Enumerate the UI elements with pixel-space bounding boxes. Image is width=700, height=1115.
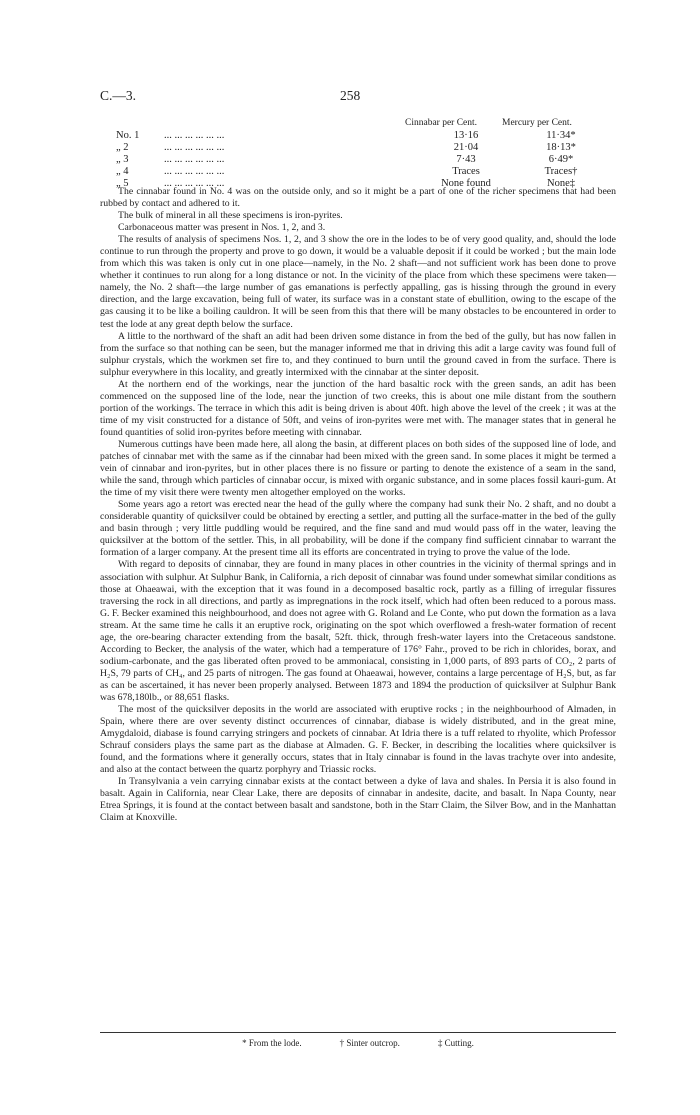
paragraph: Some years ago a retort was erected near the head of the gully where the company had sunk their No. 2 shaft, and no doubt a considerable quantity of quicksilver could be obtained by erecting a settler, and putting all the surface-matter in the bed of the gully and basin through ; very little puddling would be required, and the fine sand and mud would pass off in the water, leaving the quicksilver at the bottom of the settler. This, in all probability, will be done if the company find sufficient cinnabar to warrant the formation of a larger company. At the present time all its efforts are concentrated in trying to prove the value of the lode. [100,499,616,559]
leader-dots: ... ... ... ... ... ... [164,178,225,189]
mercury-value: Traces† [544,166,578,177]
sample-number: „ 4 [116,166,129,177]
column-header-cinnabar: Cinnabar per Cent. [405,118,478,128]
leader-dots: ... ... ... ... ... ... [164,142,225,153]
cinnabar-value: 13·16 [453,130,479,141]
paragraph: With regard to deposits of cinnabar, they are found in many places in other countries in the vicinity of thermal springs and in association with sulphur. At Sulphur Bank, in California, a rich deposit of cinnabar was found under somewhat similar conditions as those at Ohaeawai, with the exception that it was found in a decomposed basaltic rock, partly as a filling of irregular fissures traversing the rock in all directions, and partly as impregnations in the rock itself, which had often been reduced to a porous mass. G. F. Becker examined this neighbourhood, and does not agree with G. Roland and Le Conte, who put down the formation as a lava stream. At the same time he calls it an eruptive rock, originating on the spot which overflowed a fresh-water formation of recent age, the ore-bearing character extending from the basalt, 52ft. thick, through fresh-water layers into the Cretaceous sandstone. According to Becker, the analysis of the water, which had a temperature of 176° Fahr., proved to be rich in chlorides, borax, and sodium-carbonate, and the gas liberated often proved to be ammoniacal, consisting in 1,000 parts, of 893 parts of CO₂, 2 parts of H₂S, 79 parts of CH₄, and 25 parts of nitrogen. The gas found at Ohaeawai, however, contains a large percentage of H₂S, but, as far as can be ascertained, it has never been properly analysed. Between 1873 and 1894 the production of quicksilver at Sulphur Bank was 678,180lb., or 88,651 flasks. [100,559,616,703]
mercury-value: 11·34* [546,130,576,141]
paragraph: The most of the quicksilver deposits in the world are associated with eruptive rocks ; in the neighbourhood of Almaden, in Spain, where there are over seventy distinct occurrences of cinnabar, diabase is widely distributed, and in the great mine, Amygdaloid, diabase is found carrying stringers and pockets of cinnabar. At Idria there is a tuff related to rhyolite, which Professor Schrauf considers plays the same part as the diabase at Almaden. G. F. Becker, in describing the localities where quicksilver is found, and the formations where it generally occurs, states that in Italy cinnabar is found in the lavas trachyte over into andesite, and also at the contact between the quartz porphyry and Triassic rocks. [100,704,616,776]
footnote: ‡ Cutting. [437,1038,474,1048]
paragraph: In Transylvania a vein carrying cinnabar exists at the contact between a dyke of lava and shales. In Persia it is also found in basalt. Again in California, near Clear Lake, there are deposits of cinnabar in andesite, dacite, and basalt. In Napa County, near Etrea Springs, it is found at the contact between basalt and sandstone, both in the Starr Claim, the Silver Bow, and in the Manhattan Claim at Knoxville. [100,776,616,824]
leader-dots: ... ... ... ... ... ... [164,166,225,177]
report-body [100,186,616,824]
column-header-mercury: Mercury per Cent. [502,118,572,128]
mercury-value: 18·13* [546,142,576,153]
mercury-value: None‡ [547,178,575,189]
footnotes [100,1038,616,1048]
footnote: * From the lode. [242,1038,302,1048]
leader-dots: ... ... ... ... ... ... [164,130,225,141]
cinnabar-value: 7·43 [456,154,476,165]
leader-dots: ... ... ... ... ... ... [164,154,225,165]
paragraph: A little to the northward of the shaft an adit had been driven some distance in from the bed of the gully, but has now fallen in from the surface so that nothing can be seen, but the manager informed me that in driving this adit a large cavity was found full of sulphur crystals, which the workmen set fire to, and they continued to burn until the ground caved in from the surface. There is sulphur everywhere in this locality, and greatly intermixed with the cinnabar at the sinter deposit. [100,330,616,378]
cinnabar-value: 21·04 [453,142,479,153]
page-number: 258 [340,88,361,103]
paragraph: The results of analysis of specimens Nos. 1, 2, and 3 show the ore in the lodes to be of very good quality, and, should the lode continue to run through the property and prove to go down, it would be a valuable deposit if it could be worked ; but the main lode from which this was taken is only cut in one place—namely, in the No. 2 shaft—and not sufficient work has been done to prove whether it continues to run along for a long distance or not. In the vicinity of the place from which these specimens were taken—namely, the No. 2 shaft—the large number of gas emanations is perfectly appalling, gas is hissing through the ground in every direction, and the large excavation, being full of water, its surface was in a constant state of ebullition, owing to the escape of the gas causing it to be like a boiling cauldron. It will be seen from this that there will be many obstacles to be encountered in order to test the lode at any great depth below the surface. [100,234,616,330]
sample-number: „ 5 [116,178,129,189]
paragraph: At the northern end of the workings, near the junction of the hard basaltic rock with the green sands, an adit has been commenced on the supposed line of the lode, near the junction of two creeks, this is about one mile distant from the southern portion of the workings. The terrace in which this adit is being driven is about 40ft. high above the level of the creek ; it was at the time of my visit constructed for a distance of 50ft, and veins of iron-pyrites were met with. The manager states that in general he found quantities of solid iron-pyrites before meeting with cinnabar. [100,378,616,438]
footnote: † Sinter outcrop. [339,1038,400,1048]
sample-number: No. 1 [116,130,140,141]
cinnabar-value: None found [441,178,491,189]
paragraph: Carbonaceous matter was present in Nos. 1, 2, and 3. [118,222,326,234]
sample-number: „ 3 [116,154,129,165]
mercury-value: 6·49* [548,154,574,165]
paragraph: The bulk of mineral in all these specimens is iron-pyrites. [118,210,343,222]
sample-number: „ 2 [116,142,129,153]
footnote-divider [100,1032,616,1033]
cinnabar-value: Traces [452,166,480,177]
paragraph: Numerous cuttings have been made here, all along the basin, at different places on both sides of the supposed line of lode, and patches of cinnabar met with the same as if the cinnabar had been mixed with the green sand. In some places it might be termed a vein of cinnabar and iron-pyrites, but in other places there is no fissure or parting to denote the existence of a seam in the sand, while the sand, through which particles of cinnabar occur, is mixed with organic substance, and in some places fossil kauri-gum. At the time of my visit there were twenty men altogether employed on the works. [100,438,616,499]
document-code: C.—3. [100,88,137,103]
paragraph: The cinnabar found in No. 4 was on the outside only, and so it might be a part of one of the richer specimens that had been rubbed by contact and adhered to it. [100,186,616,210]
